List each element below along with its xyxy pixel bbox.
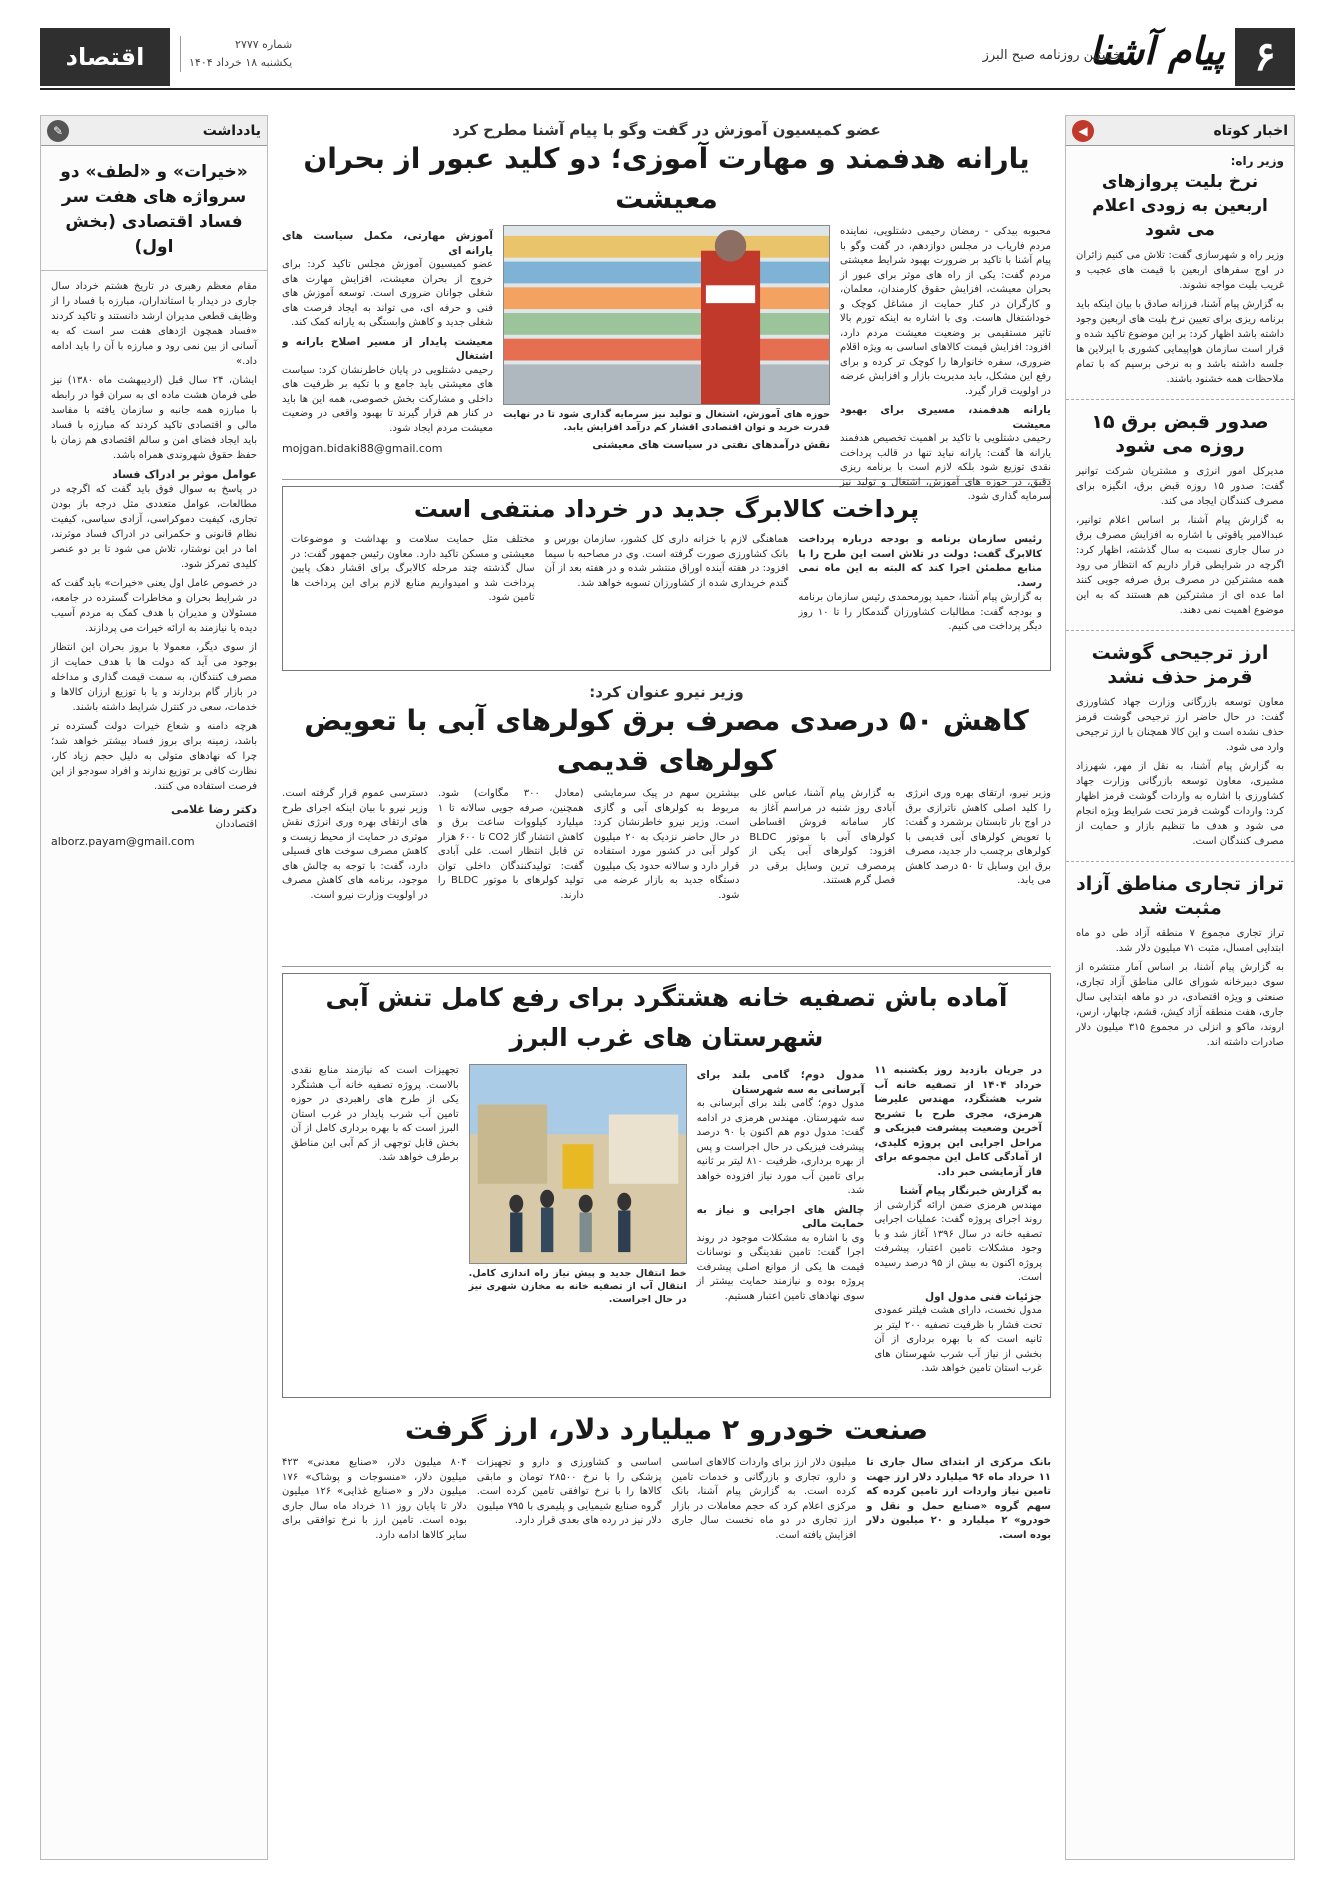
main-column: [282, 115, 1051, 1860]
opinion-paragraph: مقام معظم رهبری در تاریخ هشتم خرداد سال جاری در دیدار با استانداران، مبارزه با فساد را از وظایف قطعی مدیران ارشد دانستند و تاکید کردند «فساد همچون اژدهای هفت سر است که به آسانی از بین نمی رود و مبارزه با آن را باید ادامه داد.»: [51, 281, 257, 367]
story-headline[interactable]: یارانه هدفمند و مهارت آموزی؛ دو کلید عبور از بحران معیشت: [303, 142, 1030, 215]
story-auto-industry: [282, 1404, 1051, 1551]
supermarket-shelves-image: [504, 226, 829, 404]
opinion-subheading: عوامل موثر بر ادراک فساد: [112, 468, 257, 481]
story-subsidy: [282, 115, 1051, 502]
story-body: [291, 533, 1042, 635]
treatment-plant-image: [470, 1065, 686, 1263]
story-kicker: عضو کمیسیون آموزش در گفت وگو با پیام آشنا مطرح کرد: [452, 121, 881, 139]
story-column: به گزارش پیام آشنا، عباس علی آبادی روز شنبه در مراسم آغاز به کار سامانه فروش اقساطی کولرهای آبی با موتور BLDC افزود: کولرهای آبی یکی از پرمصرف ترین وسایل برقی در فصل گرم هستند.: [749, 788, 896, 886]
story-subheading: چالش های اجرایی و نیاز به حمایت مالی: [696, 1203, 865, 1230]
story-column: [840, 225, 1051, 505]
tagline: نخستین روزنامه صبح البرز: [982, 48, 1125, 63]
story-headline[interactable]: کاهش ۵۰ درصدی مصرف برق کولرهای آبی با تعویض کولرهای قدیمی: [304, 704, 1029, 777]
story-text: مدول نخست، دارای هشت فیلتر عمودی تحت فشار با ظرفیت تصفیه ۲۰۰ لیتر بر ثانیه است که با بهره برداری از آن بخشی از نیاز آب شرب شهرستان های غرب استان تامین خواهد شد.: [874, 1305, 1042, 1374]
news-lead: تراز تجاری مجموع ۷ منطقه آزاد طی دو ماه ابتدایی امسال، مثبت ۷۱ میلیون دلار شد.: [1076, 928, 1284, 954]
story-column: بیشترین سهم در پیک سرمایشی مربوط به کولرهای آبی و گازی است. وزیر نیرو خاطرنشان کرد: در حال حاضر نزدیک به ۲۰ میلیون کولر آبی در کشور مورد استفاده قرار دارد و سالانه حدود یک میلیون دستگاه جدید به بازار عرضه می شود.: [593, 788, 740, 901]
news-title[interactable]: تراز تجاری مناطق آزاد مثبت شد: [1076, 873, 1284, 919]
newspaper-logo: پیام آشنا: [1089, 28, 1225, 73]
story-air-coolers: [282, 677, 1051, 967]
story-column: [874, 1064, 1042, 1377]
page-number: ۶: [1235, 28, 1295, 86]
site-visit-photo: [469, 1064, 687, 1264]
story-column: [545, 533, 789, 635]
story-column: (معادل ۳۰۰ مگاوات) شود. همچنین، صرفه جویی سالانه تا ۱ میلیارد کیلووات ساعت برق و کاهش انتشار گاز CO2 تا ۶۰۰ هزار تن قابل انتظار است. علی آبادی گفت: تولیدکنندگان داخلی توان تولید کولرهای با موتور BLDC را دارند.: [437, 788, 584, 901]
section-title: اقتصاد: [40, 28, 170, 86]
news-title[interactable]: نرخ بلیت پروازهای اربعین به زودی اعلام می شود: [1092, 172, 1268, 240]
story-subheading: یارانه هدفمند، مسیری برای بهبود معیشت: [840, 404, 1051, 431]
opinion-body: [41, 271, 267, 857]
issue-info: [180, 36, 292, 72]
story-text: مدول دوم؛ گامی بلند برای آبرسانی به سه شهرستان. مهندس هرمزی در ادامه گفت: مدول دوم هم اکنون با ۹۰ درصد پیشرفت فیزیکی در حال اجراست و پس از بهره برداری، ظرفیت ۸۱۰ لیتر بر ثانیه برای تامین آب مورد نیاز افزوده خواهد شد.: [696, 1098, 865, 1196]
news-body: [1076, 248, 1284, 387]
author-email[interactable]: alborz.payam@gmail.com: [51, 835, 195, 848]
story-column: وزیر نیرو، ارتقای بهره وری انرژی را کلید اصلی کاهش ناترازی برق در اوج بار تابستان برشمرد و گفت: با تعویض کولرهای آبی قدیمی با کولرهای برچسب دار جدید، مصرف برق این وسایل تا ۵۰ درصد کاهش می یابد.: [905, 788, 1051, 886]
story-text: عضو کمیسیون آموزش مجلس تاکید کرد: برای خروج از بحران معیشت، افزایش مهارت های شغلی جوانان ضروری است. توسعه آموزش های فنی و حرفه ای، می تواند به ایجاد فرصت های شغلی جدید و کاهش وابستگی به یارانه کمک کند.: [282, 259, 493, 328]
story-kalabarg: [282, 486, 1051, 671]
opinion-paragraph: در پاسخ به سوال فوق باید گفت که اگرچه در مطالعات، عوامل متعددی مثل درجه باز بودن تجاری، کیفیت دموکراسی، آزادی سیاسی، کیفیت نظام قانونی و حکمرانی در ادراک فساد موثرند، اما در این نوشتار، تلاش می شود تا بر دو عنصر کلیدی تمرکز شود.: [51, 484, 257, 570]
story-body: [282, 225, 1051, 505]
story-headline[interactable]: آماده باش تصفیه خانه هشتگرد برای رفع کامل تنش آبی شهرستان های غرب البرز: [325, 983, 1008, 1052]
short-news-label: اخبار کوتاه: [1213, 122, 1288, 139]
story-column: میلیون دلار ارز برای واردات کالاهای اساسی و دارو، تجاری و بازرگانی و خدمات تامین کرده است. به گزارش پیام آشنا، بانک مرکزی اعلام کرد که حجم معاملات در بازار ارز تجاری در دو ماه نخست سال جاری افزایش یافته است.: [671, 1457, 857, 1541]
story-photo-column: [469, 1064, 687, 1377]
story-headline[interactable]: صنعت خودرو ۲ میلیارد دلار، ارز گرفت: [404, 1413, 929, 1446]
story-column: اساسی و کشاورزی و دارو و تجهیزات پزشکی را با نرخ ۲۸۵۰۰ تومان و مابقی کالاها را با نرخ توافقی تامین کرده است. گروه صنایع شیمیایی و پلیمری با ۷۹۵ میلیون دلار نیز در رده های بعدی قرار دارد.: [476, 1457, 662, 1526]
opinion-column: [40, 115, 268, 1860]
news-body: [1076, 695, 1284, 849]
story-water-treatment: [282, 973, 1051, 1398]
news-body: [1076, 464, 1284, 618]
story-photo-column: [503, 225, 830, 505]
short-news-column: [1065, 115, 1295, 1860]
story-column: [798, 533, 1042, 635]
photo-caption: خط انتقال جدید و پیش نیاز راه اندازی کامل. انتقال آب از تصفیه خانه به مخازن شهری نیز در حال اجراست.: [468, 1268, 687, 1305]
author-name: دکتر رضا غلامی: [171, 803, 257, 816]
news-item: [1066, 631, 1294, 862]
story-text: وی با اشاره به مشکلات موجود در روند اجرا گفت: تامین نقدینگی و نوسانات قیمت ها یکی از موانع اصلی پیشرفت پروژه بوده و نیازمند حمایت بیشتر از سوی نهادهای تامین اعتبار هستیم.: [696, 1232, 865, 1302]
opinion-header: [41, 116, 267, 146]
photo-caption: حوزه های آموزش، اشتغال و تولید نیز سرمایه گذاری شود تا در نهایت قدرت خرید و توان اقتصادی اقشار کم درآمد افزایش یابد.: [502, 409, 831, 433]
story-body: [282, 1456, 1051, 1543]
news-item: [1066, 400, 1294, 631]
masthead: [40, 28, 1295, 90]
story-subheading: نقش درآمدهای نفتی در سیاست های معیشتی: [592, 439, 831, 451]
story-text: محبوبه بیدکی - رمضان رحیمی دشتلویی، نماینده مردم فاریاب در مجلس دوازدهم، در گفت وگو با پیام آشنا با تاکید بر ضرورت بهبود شرایط معیشتی مردم گفت: یکی از راه های موثر برای عبور از بحران معیشت، افزایش حقوق کارمندان، معلمان، و کارگران در کنار حمایت از مشاغل کوچک و خوداشتغال هاست. وی با اشاره به اینکه تورم بالا تاثیر مستقیمی بر وضعیت معیشت مردم دارد، افزود: افزایش قیمت کالاهای اساسی به ویژه اقلام ضروری، سفره خانوارها را کوچک تر کرده و برای رفع این مشکل، باید مدیریت بازار و افزایش عرضه در اولویت قرار گیرد.: [840, 226, 1051, 397]
news-text: به گزارش پیام آشنا، بر اساس آمار منتشره از سوی دبیرخانه شورای عالی مناطق آزاد تجاری، صنعتی و ویژه اقتصادی، در دو ماهه ابتدایی سال جاری، هفت منطقه آزاد کیش، قشم، چابهار، ارس، اروند، ماکو و انزلی در مجموع ۳۱۵ میلیون دلار صادرات داشته اند.: [1076, 962, 1284, 1048]
opinion-paragraph: هرچه دامنه و شعاع خیرات دولت گسترده تر باشد، زمینه برای بروز فساد بیشتر خواهد شد؛ چرا که نهادهای متولی به دلیل حجم زیاد کار، نظارت کافی بر توزیع ندارند و افراد سودجو از این فرصت استفاده می کنند.: [51, 721, 257, 792]
news-title[interactable]: صدور قبض برق ۱۵ روزه می شود: [1091, 411, 1269, 457]
story-text: هماهنگی لازم با خزانه داری کل کشور، سازمان بورس و بانک کشاورزی صورت گرفته است. وی در مصاحبه با سیما افزود: در هفته آینده اوراق منتشر شده و در هفته بعد از آن گندم خریداری شده از کشاورزان تسویه خواهد شد.: [544, 534, 789, 589]
story-column: ۸۰۴ میلیون دلار، «صنایع معدنی» ۴۲۳ میلیون دلار، «منسوجات و پوشاک» ۱۷۶ میلیون دلار و «صنایع غذایی» ۱۲۶ میلیون دلار تا پایان روز ۱۱ خرداد ماه سال جاری بوده است. تامین ارز با نرخ توافقی برای سایر کالاها ادامه دارد.: [282, 1457, 467, 1541]
news-kicker: وزیر راه:: [1230, 154, 1284, 168]
story-text: مهندس هرمزی ضمن ارائه گزارشی از روند اجرای پروژه گفت: عملیات اجرایی تصفیه خانه در سال ۱۳۹۶ آغاز شد و با وجود مشکلات تامین اعتبار، پیشرفت پروژه اکنون به بیش از ۹۵ درصد رسیده است.: [874, 1199, 1042, 1283]
story-body: [282, 787, 1051, 903]
story-column: [697, 1064, 865, 1377]
megaphone-icon: ◀: [1072, 120, 1094, 142]
notepad-icon: ✎: [47, 120, 69, 142]
opinion-paragraph: در خصوص عامل اول یعنی «خیرات» باید گفت که در شرایط بحران و مخاطرات گسترده در جامعه، مسئولان و مدیران با هدف کمک به مردم آسیب دیده یا نیازمند به ارائه خیرات می پردازند.: [51, 578, 257, 634]
story-headline[interactable]: پرداخت کالابرگ جدید در خرداد منتفی است: [413, 495, 920, 523]
news-text: به گزارش پیام آشنا، بر اساس اعلام توانیر، عبدالامیر یاقوتی با اشاره به افزایش مصرف برق در سال جاری نسبت به سال گذشته، اظهار کرد: اگرچه در شرایطی قرار داریم که انتظار می رود همه مشترکین در مصرف برق صرفه جویی کنند اما عده ای از مشترکین هم هستند که به این موضوع اهمیت نمی دهند.: [1076, 515, 1284, 616]
supermarket-photo: [503, 225, 830, 405]
story-column: دسترسی عموم قرار گرفته است. وزیر نیرو با بیان اینکه اجرای طرح های ارتقای بهره وری انرژی نقش موثری در حمایت از محیط زیست و کاهش مصرف سوخت های فسیلی دارد، گفت: با توجه به چالش های موجود، برنامه های کاهش مصرف در اولویت وزارت نیرو است.: [282, 788, 428, 901]
story-text: رئیس سازمان برنامه و بودجه درباره پرداخت کالابرگ گفت: دولت در تلاش است این طرح را با منابع مطمئن اجرا کند که البته به این ماه نمی رسد.: [798, 534, 1042, 589]
story-subheading: به گزارش خبرنگار پیام آشنا: [899, 1185, 1042, 1197]
reporter-email[interactable]: mojgan.bidaki88@gmail.com: [282, 442, 443, 455]
news-body: [1076, 926, 1284, 1050]
story-column: [291, 1064, 459, 1377]
story-text: در جریان بازدید روز یکشنبه ۱۱ خرداد ۱۴۰۴ از تصفیه خانه آب شرب هشتگرد، مهندس علیرضا هرمزی، مجری طرح با تشریح آخرین وضعیت پیشرفت فیزیکی و مراحل اجرایی این پروژه کلیدی، از آمادگی کامل این مجموعه برای فاز آزمایشی خبر داد.: [874, 1065, 1042, 1178]
story-column: [282, 225, 493, 505]
story-text: مختلف مثل حمایت سلامت و بهداشت و موضوعات معیشتی و مسکن تاکید دارد. معاون رئیس جمهور گفت: در سال گذشته چند مرحله کالابرگ برای اقشار دهک پایین پرداخت شد و امیدواریم منابع لازم برای این پرداخت ها تامین شود.: [290, 534, 535, 603]
news-text: به گزارش پیام آشنا، فرزانه صادق با بیان اینکه باید برنامه ریزی برای تعیین نرخ بلیت های اربعین وجود داشته باشد اظهار کرد: بر این موضوع تاکید شده و قرار است سازمان هواپیمایی کشوری با ایرلاین ها جلسه داشته باشد و به نرخی برسیم که با تمام ملاحظات همه خشنود باشند.: [1076, 299, 1284, 385]
story-subheading: معیشت پایدار از مسیر اصلاح یارانه و اشتغال: [282, 335, 493, 362]
story-column: بانک مرکزی از ابتدای سال جاری تا ۱۱ خرداد ماه ۹۶ میلیارد دلار ارز جهت تامین نیاز واردات ارز تامین کرده که سهم گروه «صنایع حمل و نقل و خودرو» ۲ میلیارد و ۲۰ میلیون دلار بوده است.: [866, 1457, 1051, 1541]
story-subheading: جزئیات فنی مدول اول: [924, 1290, 1042, 1303]
story-text: رحیمی دشتلویی در پایان خاطرنشان کرد: سیاست های معیشتی باید جامع و با تکیه بر ظرفیت های داخلی و مشارکت بخش خصوصی، همه این ها باید در کنار هم قرار گیرند تا بهبود واقعی در وضعیت معیشت مردم ایجاد شود.: [282, 364, 493, 434]
story-text: رحیمی دشتلویی با تاکید بر اهمیت تخصیص هدفمند یارانه ها گفت: یارانه نباید تنها در قالب پرداخت نقدی توزیع شود بلکه لازم است با برنامه ریزی دقیق، در حوزه های آموزش، اشتغال و تولید نیز سرمایه گذاری شود.: [840, 433, 1051, 502]
author-role: اقتصاددان: [215, 819, 257, 830]
story-subheading: مدول دوم؛ گامی بلند برای آبرسانی به سه شهرستان: [696, 1069, 865, 1096]
news-item: [1066, 862, 1294, 1062]
story-kicker: وزیر نیرو عنوان کرد:: [589, 683, 744, 701]
issue-number: شماره ۲۷۷۷: [235, 38, 293, 51]
opinion-label: یادداشت: [202, 122, 261, 139]
news-item: [1066, 146, 1294, 400]
news-lead: معاون توسعه بازرگانی وزارت جهاد کشاورزی گفت: در حال حاضر ارز ترجیحی گوشت قرمز حذف نشده است و این کالا همچنان با ارز ترجیحی وارد می شود.: [1076, 697, 1284, 753]
story-subheading: آموزش مهارتی، مکمل سیاست های یارانه ای: [282, 230, 493, 257]
story-text: تجهیزات است که نیازمند منابع نقدی بالاست. پروژه تصفیه خانه آب هشتگرد یکی از طرح های راهبردی در حوزه تامین آب شرب پایدار در غرب استان البرز است که با بهره برداری کامل از آن بخش قابل توجهی از کم آبی این مناطق برطرف خواهد شد.: [291, 1065, 459, 1163]
short-news-header: [1066, 116, 1294, 146]
story-column: [291, 533, 535, 635]
story-text: به گزارش پیام آشنا، حمید پورمحمدی رئیس سازمان برنامه و بودجه گفت: مطالبات کشاورزان گندمکار را تا ۱۰ روز دیگر پرداخت می کنیم.: [798, 592, 1042, 632]
news-text: به گزارش پیام آشنا، به نقل از مهر، شهرزاد مشیری، معاون توسعه بازرگانی وزارت جهاد کشاورزی با اشاره به واردات گوشت قرمز اظهار کرد: واردات گوشت قرمز تحت شرایط ویژه انجام می شود و هدف ما تنظیم بازار و حمایت از مصرف کنندگان است.: [1076, 761, 1284, 847]
opinion-paragraph: از سوی دیگر، معمولا با بروز بحران این انتظار بوجود می آید که دولت ها با هدف حمایت از مصرف کنندگان، به سمت قیمت گذاری و مداخله در بازار گام بردارند و یا با توزیع ارزان کالاها و خدمات، سعی در کنترل شرایط داشته باشند.: [51, 642, 257, 713]
opinion-paragraph: ایشان، ۲۴ سال قبل (اردیبهشت ماه ۱۳۸۰) نیز طی فرمان هشت ماده ای به سران قوا در رابطه با مبارزه همه جانبه و سازمان یافته با مفاسد مالی و اقتصادی تاکید کردند که مبارزه با فساد باید ایجاد فضای امن و سالم اقتصادی هم زمان با حفظ حقوق شهروندی همراه باشد.: [51, 375, 257, 461]
opinion-title[interactable]: «خیرات» و «لطف» دو سرواژه های هفت سر فساد اقتصادی (بخش اول): [41, 146, 267, 271]
news-lead: مدیرکل امور انرژی و مشتریان شرکت توانیر گفت: صدور ۱۵ روزه قبض برق، انگیزه برای مصرف کنندگان ایجاد می کند.: [1076, 466, 1284, 507]
news-lead: وزیر راه و شهرسازی گفت: تلاش می کنیم زائران در اوج سفرهای اربعین با قیمت های عجیب و غریب بلیت مواجه نشوند.: [1076, 250, 1284, 291]
news-title[interactable]: ارز ترجیحی گوشت قرمز حذف نشد: [1091, 642, 1269, 688]
story-body: [291, 1064, 1042, 1377]
issue-date: یکشنبه ۱۸ خرداد ۱۴۰۴: [189, 56, 293, 69]
